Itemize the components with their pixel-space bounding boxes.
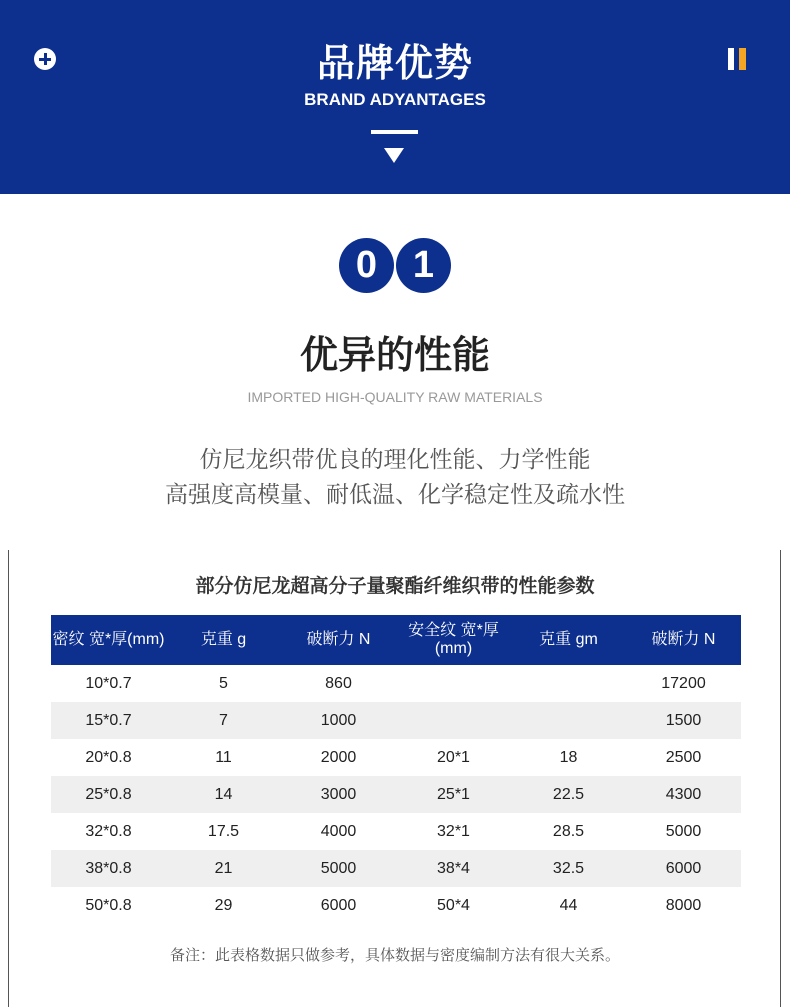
table-body xyxy=(51,665,741,924)
table-note: 备注：此表格数据只做参考，具体数据与密度编制方法有很大关系。 xyxy=(169,946,620,964)
table-cell: 10*0.7 xyxy=(85,674,132,692)
frame-border-left xyxy=(8,550,9,1007)
table-cell: 50*0.8 xyxy=(85,896,132,914)
section-description-line: 仿尼龙织带优良的理化性能、力学性能 xyxy=(199,447,591,473)
table-cell: 4000 xyxy=(320,822,357,840)
table-cell: 38*0.8 xyxy=(85,859,132,877)
performance-table xyxy=(51,615,741,924)
table-cell: 25*0.8 xyxy=(85,785,132,803)
table-row xyxy=(51,665,741,702)
table-cell: 3000 xyxy=(320,785,357,803)
table-cell: 6000 xyxy=(665,859,702,877)
table-title: 部分仿尼龙超高分子量聚酯纤维织带的性能参数 xyxy=(195,575,595,597)
table-row xyxy=(51,850,741,887)
frame-border-right xyxy=(780,550,781,1007)
table-cell xyxy=(396,665,511,702)
table-cell: 32*1 xyxy=(437,822,470,840)
table-header-cell: 克重 g xyxy=(200,631,247,648)
table-header-cell: 破断力 N xyxy=(651,631,716,648)
section-number xyxy=(339,238,451,293)
table-cell: 32*0.8 xyxy=(85,822,132,840)
table-cell: 11 xyxy=(215,748,232,766)
section-description-line: 高强度高模量、耐低温、化学稳定性及疏水性 xyxy=(165,482,625,508)
section-number-digit: 1 xyxy=(396,238,451,293)
table-header-cell: 安全纹 宽*厚 (mm) xyxy=(408,622,499,657)
table-cell: 6000 xyxy=(320,896,357,914)
table-cell: 17200 xyxy=(661,674,706,692)
table-cell: 1000 xyxy=(320,711,357,729)
section-subtitle: IMPORTED HIGH-QUALITY RAW MATERIALS xyxy=(247,389,543,405)
table-cell: 20*1 xyxy=(437,748,470,766)
table-cell xyxy=(511,665,626,702)
table-row xyxy=(51,776,741,813)
table-cell: 1500 xyxy=(665,711,702,729)
table-cell: 50*4 xyxy=(437,896,470,914)
table-cell: 22.5 xyxy=(552,785,585,803)
table-cell: 14 xyxy=(214,785,233,803)
table-cell xyxy=(511,702,626,739)
table-header-cell: 破断力 N xyxy=(306,631,371,648)
section-title: 优异的性能 xyxy=(299,333,490,377)
table-cell: 44 xyxy=(559,896,578,914)
table-cell: 28.5 xyxy=(552,822,585,840)
banner-subtitle: BRAND ADYANTAGES xyxy=(304,90,486,109)
table-cell: 5000 xyxy=(320,859,357,877)
banner-divider xyxy=(371,130,418,134)
table-row xyxy=(51,887,741,924)
table-cell: 2500 xyxy=(665,748,702,766)
table-cell: 860 xyxy=(325,674,352,692)
table-cell: 5000 xyxy=(665,822,702,840)
table-cell: 17.5 xyxy=(207,822,240,840)
triangle-down-icon xyxy=(384,148,404,163)
table-cell: 7 xyxy=(219,711,228,729)
table-cell: 20*0.8 xyxy=(85,748,132,766)
table-header-row xyxy=(51,615,741,665)
table-cell: 25*1 xyxy=(437,785,470,803)
table-cell xyxy=(396,702,511,739)
table-cell: 38*4 xyxy=(437,859,470,877)
table-row xyxy=(51,813,741,850)
table-cell: 2000 xyxy=(320,748,357,766)
table-row xyxy=(51,739,741,776)
table-header-cell: 密纹 宽*厚(mm) xyxy=(52,631,165,648)
table-cell: 5 xyxy=(219,674,228,692)
table-cell: 8000 xyxy=(665,896,702,914)
table-row xyxy=(51,702,741,739)
section-number-digit: 0 xyxy=(339,238,394,293)
pause-icon[interactable] xyxy=(728,48,747,70)
table-cell: 18 xyxy=(559,748,578,766)
banner-title: 品牌优势 xyxy=(316,41,473,85)
table-header-cell: 克重 gm xyxy=(539,631,598,648)
table-cell: 32.5 xyxy=(552,859,585,877)
table-cell: 15*0.7 xyxy=(85,711,132,729)
table-cell: 29 xyxy=(214,896,233,914)
table-cell: 21 xyxy=(214,859,233,877)
table-cell: 4300 xyxy=(665,785,702,803)
brand-banner xyxy=(0,0,790,194)
